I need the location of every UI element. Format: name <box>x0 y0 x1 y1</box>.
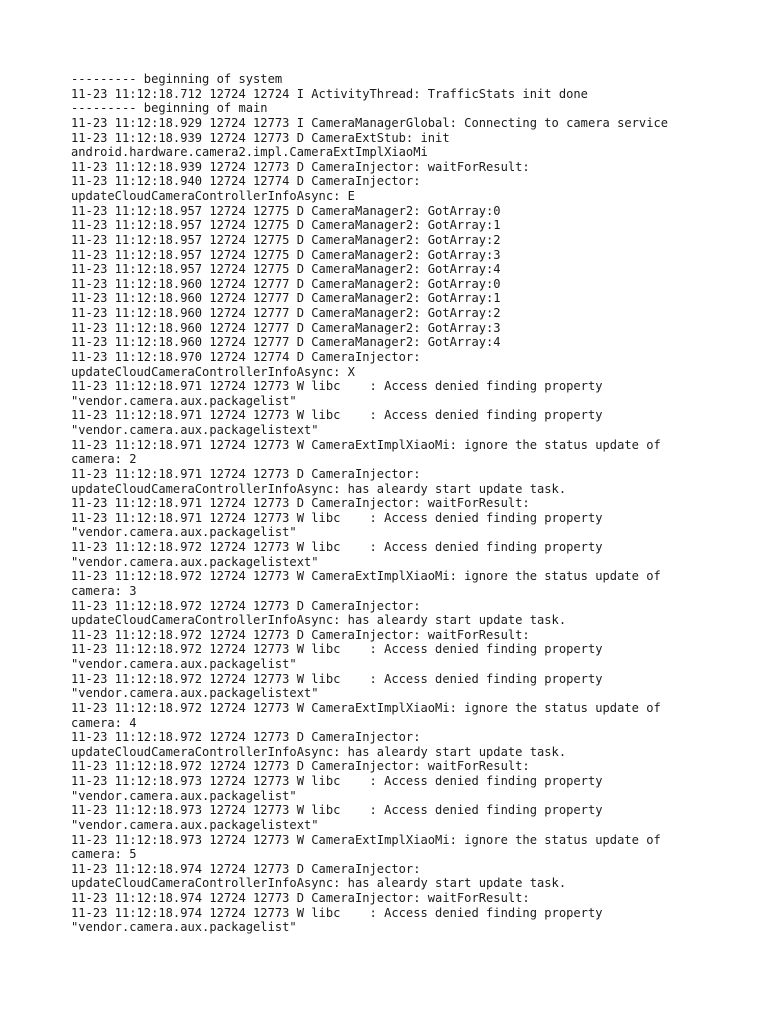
log-line: 11-23 11:12:18.972 12724 12773 W CameraExtImplXiaoMi: ignore the status update of <box>71 700 661 715</box>
log-line: 11-23 11:12:18.972 12724 12773 D CameraInjector: <box>71 730 421 745</box>
log-line: 11-23 11:12:18.957 12724 12775 D CameraManager2: GotArray:4 <box>71 262 501 277</box>
log-line: "vendor.camera.aux.packagelist" <box>71 788 297 803</box>
log-line: updateCloudCameraControllerInfoAsync: E <box>71 189 355 203</box>
log-line: 11-23 11:12:18.939 12724 12773 D CameraInjector: waitForResult: <box>71 159 530 174</box>
log-line: 11-23 11:12:18.957 12724 12775 D CameraManager2: GotArray:2 <box>71 232 501 247</box>
log-line: camera: 2 <box>71 452 137 467</box>
log-line: 11-23 11:12:18.972 12724 12773 D CameraInjector: waitForResult: <box>71 759 530 774</box>
log-line: 11-23 11:12:18.971 12724 12773 W libc : Access denied finding property <box>71 408 603 423</box>
log-line: 11-23 11:12:18.972 12724 12773 D CameraInjector: <box>71 598 421 613</box>
log-line: updateCloudCameraControllerInfoAsync: has aleardy start update task. <box>71 481 567 496</box>
log-line: "vendor.camera.aux.packagelistext" <box>71 817 319 832</box>
log-line: 11-23 11:12:18.973 12724 12773 W libc : Access denied finding property <box>71 774 603 788</box>
log-line: "vendor.camera.aux.packagelist" <box>71 920 297 935</box>
log-line: 11-23 11:12:18.972 12724 12773 D CameraInjector: waitForResult: <box>71 627 530 642</box>
log-line: camera: 4 <box>71 715 137 730</box>
log-line: 11-23 11:12:18.960 12724 12777 D CameraManager2: GotArray:4 <box>71 335 501 350</box>
log-line: "vendor.camera.aux.packagelistext" <box>71 686 319 701</box>
log-line: 11-23 11:12:18.940 12724 12774 D CameraInjector: <box>71 174 421 189</box>
log-line: --------- beginning of system <box>71 72 283 86</box>
log-line: 11-23 11:12:18.974 12724 12773 D CameraInjector: <box>71 861 421 876</box>
log-line: "vendor.camera.aux.packagelist" <box>71 393 297 408</box>
log-line: 11-23 11:12:18.973 12724 12773 W CameraExtImplXiaoMi: ignore the status update of <box>71 832 661 847</box>
log-line: 11-23 11:12:18.971 12724 12773 D CameraInjector: waitForResult: <box>71 496 530 511</box>
log-line: camera: 3 <box>71 583 137 598</box>
log-line: 11-23 11:12:18.960 12724 12777 D CameraManager2: GotArray:3 <box>71 320 501 335</box>
log-line: 11-23 11:12:18.957 12724 12775 D CameraManager2: GotArray:1 <box>71 218 501 233</box>
log-line: updateCloudCameraControllerInfoAsync: has aleardy start update task. <box>71 744 567 759</box>
log-line: 11-23 11:12:18.971 12724 12773 D CameraInjector: <box>71 466 421 481</box>
log-line: 11-23 11:12:18.712 12724 12724 I ActivityThread: TrafficStats init done <box>71 86 588 101</box>
log-line: 11-23 11:12:18.939 12724 12773 D CameraExtStub: init <box>71 130 450 145</box>
log-line: 11-23 11:12:18.971 12724 12773 W libc : Access denied finding property <box>71 510 603 525</box>
log-line: "vendor.camera.aux.packagelist" <box>71 657 297 671</box>
log-line: 11-23 11:12:18.972 12724 12773 W CameraExtImplXiaoMi: ignore the status update of <box>71 569 661 584</box>
log-line: 11-23 11:12:18.972 12724 12773 W libc : Access denied finding property <box>71 671 603 686</box>
log-line: "vendor.camera.aux.packagelistext" <box>71 423 319 437</box>
log-line: 11-23 11:12:18.957 12724 12775 D CameraManager2: GotArray:3 <box>71 247 501 262</box>
log-line: 11-23 11:12:18.974 12724 12773 D CameraInjector: waitForResult: <box>71 891 530 905</box>
log-line: updateCloudCameraControllerInfoAsync: has aleardy start update task. <box>71 613 567 628</box>
log-line: 11-23 11:12:18.971 12724 12773 W libc : Access denied finding property <box>71 379 603 394</box>
log-line: 11-23 11:12:18.960 12724 12777 D CameraManager2: GotArray:0 <box>71 276 501 291</box>
log-line: 11-23 11:12:18.971 12724 12773 W CameraExtImplXiaoMi: ignore the status update of <box>71 437 661 452</box>
log-line: "vendor.camera.aux.packagelistext" <box>71 554 319 569</box>
log-line: --------- beginning of main <box>71 101 268 116</box>
log-line: android.hardware.camera2.impl.CameraExtImplXiaoMi <box>71 145 428 160</box>
log-line: 11-23 11:12:18.929 12724 12773 I CameraManagerGlobal: Connecting to camera service <box>71 115 669 130</box>
log-line: 11-23 11:12:18.960 12724 12777 D CameraManager2: GotArray:1 <box>71 291 501 306</box>
log-line: 11-23 11:12:18.974 12724 12773 W libc : Access denied finding property <box>71 905 603 920</box>
log-line: 11-23 11:12:18.960 12724 12777 D CameraManager2: GotArray:2 <box>71 306 501 320</box>
log-document <box>71 72 761 950</box>
log-line: 11-23 11:12:18.957 12724 12775 D CameraManager2: GotArray:0 <box>71 203 501 218</box>
log-line: updateCloudCameraControllerInfoAsync: has aleardy start update task. <box>71 876 567 891</box>
log-line <box>71 935 761 950</box>
log-line: 11-23 11:12:18.970 12724 12774 D CameraInjector: <box>71 349 421 364</box>
log-line: camera: 5 <box>71 847 137 862</box>
log-line: "vendor.camera.aux.packagelist" <box>71 525 297 540</box>
log-line: updateCloudCameraControllerInfoAsync: X <box>71 364 355 379</box>
log-line: 11-23 11:12:18.972 12724 12773 W libc : Access denied finding property <box>71 540 603 554</box>
log-line: 11-23 11:12:18.972 12724 12773 W libc : Access denied finding property <box>71 642 603 657</box>
log-line: 11-23 11:12:18.973 12724 12773 W libc : Access denied finding property <box>71 803 603 818</box>
